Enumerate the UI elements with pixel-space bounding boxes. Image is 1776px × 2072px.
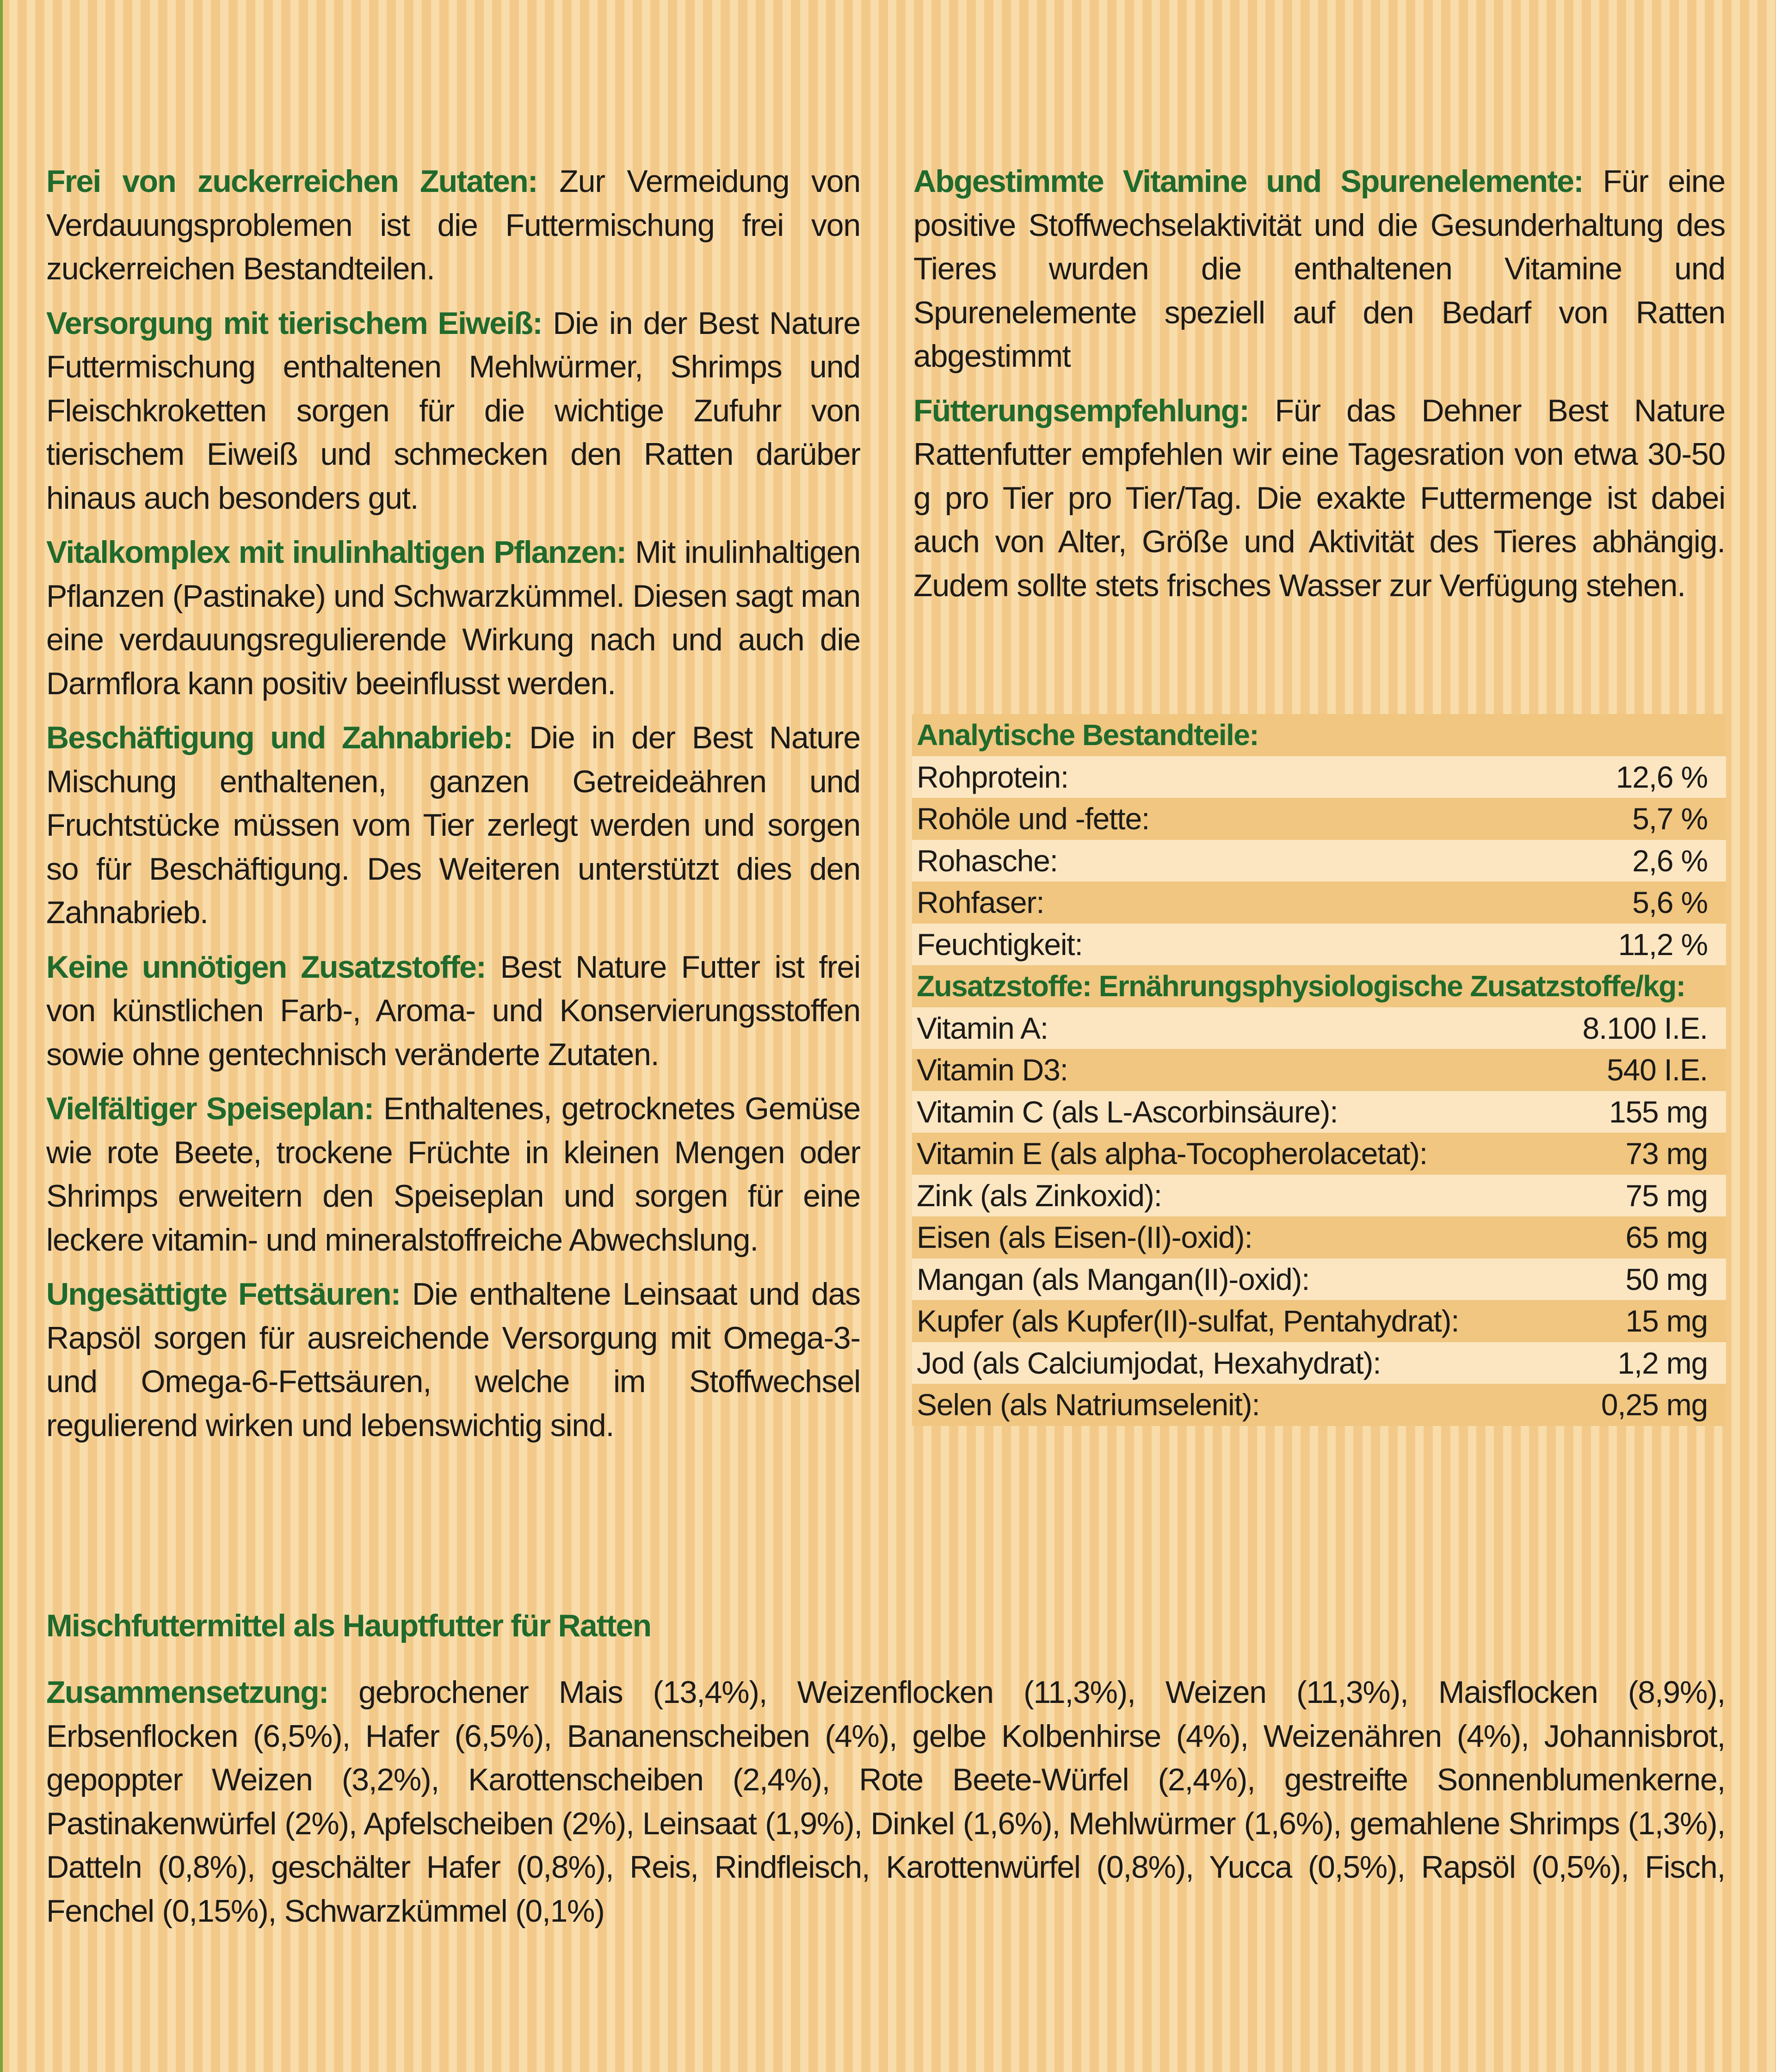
table-row (912, 924, 1726, 966)
paragraph-vital-complex (46, 530, 860, 705)
paragraph-body: Die enthaltene Leinsaat und das Rapsöl sorgen für ausreichende Versorgung mit Omega-3- und Omega-6-Fettsäuren, welche im Stoffwechsel regulierend wirken und lebenswichtig sind. (46, 1276, 860, 1443)
table-row (912, 1300, 1726, 1342)
row-value: 1,2 mg (1617, 1345, 1708, 1380)
paragraph-occupation-teeth (46, 716, 860, 935)
paragraph-heading: Vitalkomplex mit inulinhaltigen Pflanzen: (46, 535, 626, 570)
paragraph-heading: Beschäftigung und Zahnabrieb: (46, 720, 513, 755)
row-label: Rohfaser: (917, 885, 1044, 920)
row-value: 5,6 % (1632, 885, 1708, 920)
paragraph-varied-menu (46, 1087, 860, 1262)
row-label: Jod (als Calciumjodat, Hexahydrat): (917, 1345, 1381, 1380)
paragraph-no-additives (46, 945, 860, 1077)
paragraph-heading: Ungesättigte Fettsäuren: (46, 1276, 401, 1312)
row-value: 15 mg (1625, 1304, 1708, 1338)
row-label: Kupfer (als Kupfer(II)-sulfat, Pentahydrat): (917, 1304, 1459, 1338)
paragraph-feeding-recommendation (913, 389, 1725, 608)
row-value: 73 mg (1625, 1136, 1708, 1171)
paragraph-body: Für das Dehner Best Nature Rattenfutter empfehlen wir eine Tagesration von etwa 30-50 g pro Tier pro Tier/Tag. Die exakte Futtermenge ist dabei auch von Alter, Größe und Aktivität des Tieres abhängig. Zudem sollte stets frisches Wasser zur Verfügung stehen. (913, 393, 1725, 603)
composition-heading: Zusammensetzung: (46, 1675, 328, 1710)
row-value: 11,2 % (1618, 927, 1708, 962)
table-row (912, 1175, 1726, 1217)
table-row (912, 1133, 1726, 1175)
paragraph-heading: Vielfältiger Speiseplan: (46, 1091, 374, 1126)
composition-paragraph (46, 1671, 1725, 1933)
table-row (912, 1007, 1726, 1049)
row-value: 2,6 % (1632, 843, 1708, 878)
paragraph-fatty-acids (46, 1272, 860, 1447)
table-row (912, 1091, 1726, 1133)
row-label: Rohasche: (917, 843, 1058, 878)
paragraph-vitamins (913, 160, 1725, 378)
paragraph-heading: Frei von zuckerreichen Zutaten: (46, 164, 537, 199)
paragraph-body: Zur Vermeidung von Verdauungsproblemen ist die Futtermischung frei von zuckerreichen Bestandteilen. (46, 164, 860, 286)
paragraph-heading: Versorgung mit tierischem Eiweiß: (46, 305, 542, 341)
row-value: 155 mg (1609, 1094, 1708, 1129)
composition-body: gebrochener Mais (13,4%), Weizenflocken (11,3%), Weizen (11,3%), Maisflocken (8,9%), Erbsenflocken (6,5%), Hafer (6,5%), Bananenscheiben (4%), gelbe Kolbenhirse (4%), Weizenähren (4%), Johannisbrot, gepoppter Weizen (3,2%), Karottenscheiben (2,4%), Rote Beete-Würfel (2,4%), gestreifte Sonnenblumenkerne, Pastinakenwürfel (2%), Apfelscheiben (2%), Leinsaat (1,9%), Dinkel (1,6%), Mehlwürmer (1,6%), gemahlene Shrimps (1,3%), Datteln (0,8%), geschälter Hafer (0,8%), Reis, Rindfleisch, Karottenwürfel (0,8%), Yucca (0,5%), Rapsöl (0,5%), Fisch, Fenchel (0,15%), Schwarzkümmel (0,1%) (46, 1675, 1725, 1929)
row-label: Vitamin A: (917, 1011, 1048, 1045)
row-value: 5,7 % (1632, 802, 1708, 836)
row-label: Rohöle und -fette: (917, 802, 1150, 836)
table-row (912, 1258, 1726, 1301)
row-label: Rohprotein: (917, 759, 1069, 794)
additives-title-text: Zusatzstoffe: Ernährungsphysiologische Zusatzstoffe/kg: (917, 969, 1685, 1003)
paragraph-body: Die in der Best Nature Mischung enthaltenen, ganzen Getreideähren und Fruchtstücke müssen vom Tier zerlegt werden und sorgen so für Beschäftigung. Des Weiteren unterstützt dies den Zahnabrieb. (46, 720, 860, 930)
right-text-column (913, 160, 1725, 618)
table-row (912, 1384, 1726, 1426)
row-label: Vitamin E (als alpha-Tocopherolacetat): (917, 1136, 1427, 1171)
row-label: Eisen (als Eisen-(II)-oxid): (917, 1220, 1252, 1255)
additives-title (912, 965, 1726, 1007)
table-row (912, 840, 1726, 882)
left-edge-stripe (0, 0, 3, 2072)
analysis-table (912, 714, 1726, 1426)
row-label: Feuchtigkeit: (917, 927, 1083, 962)
row-label: Mangan (als Mangan(II)-oxid): (917, 1262, 1310, 1296)
row-value: 8.100 I.E. (1582, 1011, 1708, 1045)
row-value: 540 I.E. (1607, 1053, 1708, 1087)
paragraph-animal-protein (46, 302, 860, 520)
analysis-title (912, 714, 1726, 756)
table-row (912, 798, 1726, 840)
table-row (912, 882, 1726, 924)
row-value: 12,6 % (1616, 759, 1708, 794)
row-value: 50 mg (1625, 1262, 1708, 1296)
analysis-title-text: Analytische Bestandteile: (917, 718, 1258, 752)
paragraph-body: Mit inulinhaltigen Pflanzen (Pastinake) und Schwarzkümmel. Diesen sagt man eine verdauungsregulierende Wirkung nach und auch die Darmflora kann positiv beeinflusst werden. (46, 535, 860, 701)
table-row (912, 1049, 1726, 1091)
paragraph-heading: Abgestimmte Vitamine und Spurenelemente: (913, 164, 1584, 199)
paragraph-body: Die in der Best Nature Futtermischung enthaltenen Mehlwürmer, Shrimps und Fleischkroketten sorgen für die wichtige Zufuhr von tierischem Eiweiß und schmecken den Ratten darüber hinaus auch besonders gut. (46, 305, 860, 516)
row-value: 0,25 mg (1601, 1388, 1708, 1422)
row-value: 75 mg (1625, 1178, 1708, 1213)
paragraph-heading: Fütterungsempfehlung: (913, 393, 1249, 428)
row-label: Vitamin C (als L-Ascorbinsäure): (917, 1094, 1338, 1129)
paragraph-body: Für eine positive Stoffwechselaktivität und die Gesunderhaltung des Tieres wurden die enthaltenen Vitamine und Spurenelemente speziell auf den Bedarf von Ratten abgestimmt (913, 164, 1725, 374)
row-label: Vitamin D3: (917, 1053, 1068, 1087)
paragraph-sugar-free (46, 160, 860, 291)
section-title: Mischfuttermittel als Hauptfutter für Ratten (46, 1608, 651, 1643)
table-row (912, 1216, 1726, 1258)
paragraph-body: Enthaltenes, getrocknetes Gemüse wie rote Beete, trockene Früchte in kleinen Mengen oder Shrimps erweitern den Speiseplan und sorgen für eine leckere vitamin- und mineralstoffreiche Abwechslung. (46, 1091, 860, 1258)
row-label: Zink (als Zinkoxid): (917, 1178, 1162, 1213)
row-value: 65 mg (1625, 1220, 1708, 1255)
table-row (912, 1342, 1726, 1384)
composition-section (46, 1604, 1725, 1933)
left-text-column (46, 160, 860, 1458)
paragraph-body: Best Nature Futter ist frei von künstlichen Farb-, Aroma- und Konservierungsstoffen sowie ohne gentechnisch veränderte Zutaten. (46, 949, 860, 1072)
paragraph-heading: Keine unnötigen Zusatzstoffe: (46, 949, 486, 985)
table-row (912, 756, 1726, 798)
row-label: Selen (als Natriumselenit): (917, 1388, 1260, 1422)
